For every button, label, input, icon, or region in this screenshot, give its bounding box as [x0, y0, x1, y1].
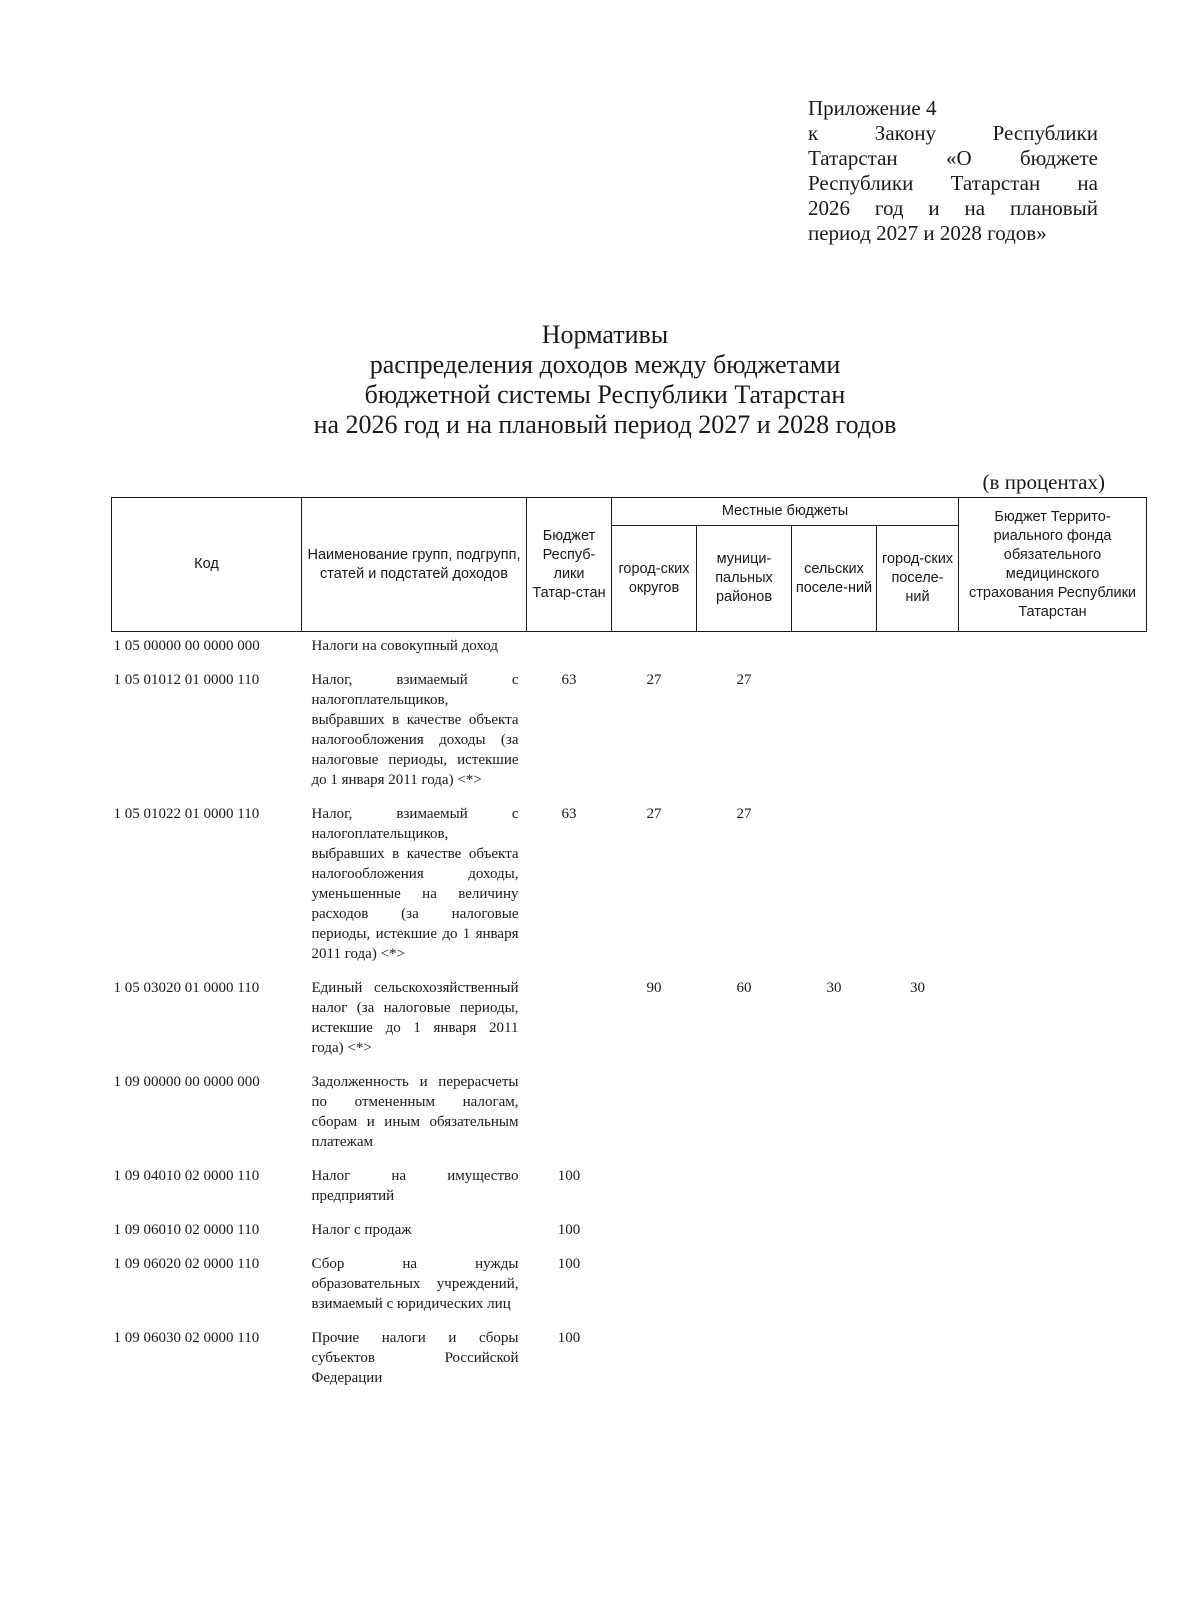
row-name: Задолженность и перерасчеты по отмененным налогам, сборам и иным обязательным платежам: [311, 1074, 519, 1150]
appendix-line: 2026 год и на плановый: [808, 196, 1098, 220]
title-line: распределения доходов между бюджетами: [369, 350, 841, 379]
row-code: 1 05 01012 01 0000 110: [113, 672, 260, 688]
row-republic: [527, 632, 612, 663]
table-row: [112, 662, 1147, 796]
table-row: [112, 1064, 1147, 1158]
row-urban: [877, 1320, 959, 1394]
table-row: [112, 1246, 1147, 1320]
row-code: 1 05 03020 01 0000 110: [113, 980, 260, 996]
header-urban-settlements: город-ских поселе-ний: [877, 526, 959, 632]
row-municipal: [697, 1212, 792, 1246]
header-rural-settlements: сельских поселе-ний: [792, 526, 877, 632]
title-line: Нормативы: [541, 320, 669, 349]
row-city: 27: [646, 806, 662, 822]
row-fund: [959, 1320, 1147, 1394]
appendix-line: Татарстан «О бюджете: [808, 146, 1098, 170]
row-name: Единый сельскохозяйственный налог (за налоговые периоды, истекшие до 1 января 2011 года) <*>: [311, 980, 519, 1056]
row-fund: [959, 1064, 1147, 1158]
row-republic: [527, 970, 612, 1064]
row-rural: [792, 1158, 877, 1212]
table-row: [112, 1320, 1147, 1394]
row-republic: [527, 1064, 612, 1158]
table-row: [112, 1212, 1147, 1246]
row-fund: [959, 1158, 1147, 1212]
row-republic: 63: [561, 672, 577, 688]
row-rural: [792, 1212, 877, 1246]
appendix-line: Приложение 4: [808, 96, 937, 120]
title-line: на 2026 год и на плановый период 2027 и 2028 годов: [313, 410, 897, 439]
row-fund: [959, 970, 1147, 1064]
row-urban: [877, 1212, 959, 1246]
header-municipal-districts: муници-пальных районов: [697, 526, 792, 632]
row-city: [612, 632, 697, 663]
row-republic: 100: [557, 1256, 581, 1272]
row-code: 1 05 00000 00 0000 000: [113, 638, 260, 654]
row-rural: [792, 1246, 877, 1320]
row-rural: [792, 796, 877, 970]
row-municipal: [697, 632, 792, 663]
row-name: Налог, взимаемый с налогоплательщиков, выбравших в качестве объекта налогообложения доходы (за налоговые периоды, истекшие до 1 января 2011 года) <*>: [311, 672, 519, 788]
header-code: Код: [112, 498, 302, 632]
row-name: Налог с продаж: [311, 1222, 412, 1238]
row-municipal: [697, 1064, 792, 1158]
row-rural: 30: [826, 980, 842, 996]
row-city: [612, 1246, 697, 1320]
header-local-budgets: Местные бюджеты: [612, 498, 959, 526]
table-row: [112, 632, 1147, 663]
row-urban: [877, 662, 959, 796]
row-city: [612, 1064, 697, 1158]
units-note: (в процентах): [982, 470, 1105, 494]
appendix-line: к Закону Республики: [808, 121, 1098, 145]
row-code: 1 09 06030 02 0000 110: [113, 1330, 260, 1346]
document-title: [0, 320, 1200, 440]
row-code: 1 09 04010 02 0000 110: [113, 1168, 260, 1184]
row-city: 27: [646, 672, 662, 688]
row-urban: 30: [910, 980, 925, 996]
row-urban: [877, 1158, 959, 1212]
row-urban: [877, 1246, 959, 1320]
row-republic: 100: [557, 1222, 581, 1238]
header-city-districts: город-ских округов: [612, 526, 697, 632]
row-fund: [959, 1212, 1147, 1246]
row-fund: [959, 632, 1147, 663]
row-city: [612, 1158, 697, 1212]
row-code: 1 09 06020 02 0000 110: [113, 1256, 260, 1272]
appendix-block: [808, 96, 1098, 246]
row-code: 1 09 06010 02 0000 110: [113, 1222, 260, 1238]
title-line: бюджетной системы Республики Татарстан: [364, 380, 846, 409]
appendix-line: Республики Татарстан на: [808, 171, 1098, 195]
header-med-fund: Бюджет Террито-риального фонда обязательного медицинского страхования Республики Татарстан: [959, 498, 1147, 632]
row-name: Налоги на совокупный доход: [311, 638, 498, 654]
row-rural: [792, 662, 877, 796]
row-municipal: [697, 1246, 792, 1320]
header-republic: Бюджет Респуб-лики Татар-стан: [527, 498, 612, 632]
row-rural: [792, 1064, 877, 1158]
row-city: [612, 1212, 697, 1246]
row-name: Сбор на нужды образовательных учреждений, взимаемый с юридических лиц: [311, 1256, 519, 1312]
table-row: [112, 1158, 1147, 1212]
row-city: [612, 1320, 697, 1394]
row-name: Налог на имущество предприятий: [311, 1168, 519, 1204]
row-rural: [792, 1320, 877, 1394]
row-municipal: [697, 1320, 792, 1394]
row-republic: 100: [557, 1330, 581, 1346]
row-municipal: 27: [736, 672, 752, 688]
row-fund: [959, 662, 1147, 796]
row-republic: 100: [557, 1168, 581, 1184]
row-fund: [959, 1246, 1147, 1320]
row-city: 90: [646, 980, 662, 996]
norms-table: [111, 497, 1147, 1394]
row-fund: [959, 796, 1147, 970]
row-code: 1 05 01022 01 0000 110: [113, 806, 260, 822]
row-municipal: 27: [736, 806, 752, 822]
header-name: Наименование групп, подгрупп, статей и подстатей доходов: [302, 498, 527, 632]
row-municipal: [697, 1158, 792, 1212]
row-name: Прочие налоги и сборы субъектов Российской Федерации: [311, 1330, 519, 1386]
row-code: 1 09 00000 00 0000 000: [113, 1074, 260, 1090]
row-urban: [877, 796, 959, 970]
table-row: [112, 796, 1147, 970]
appendix-line: период 2027 и 2028 годов»: [808, 221, 1047, 245]
row-rural: [792, 632, 877, 663]
row-republic: 63: [561, 806, 577, 822]
row-urban: [877, 1064, 959, 1158]
row-urban: [877, 632, 959, 663]
table-row: [112, 970, 1147, 1064]
row-name: Налог, взимаемый с налогоплательщиков, выбравших в качестве объекта налогообложения доходы, уменьшенные на величину расходов (за налоговые периоды, истекшие до 1 января 2011 года) <*>: [311, 806, 519, 962]
row-municipal: 60: [736, 980, 752, 996]
